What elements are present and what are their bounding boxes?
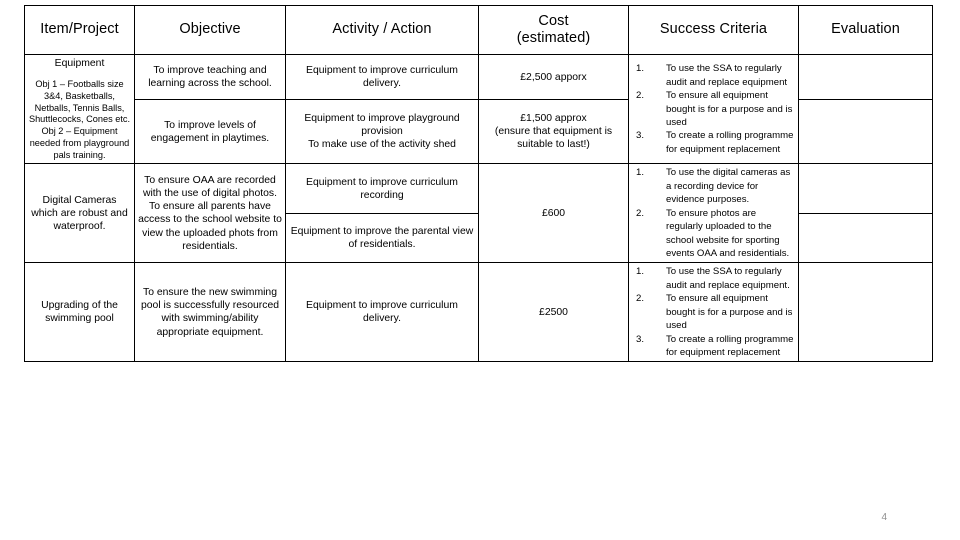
cell-objective-3: To ensure the new swimming pool is successfully resourced with swimming/ability appropriate equipment.	[135, 263, 286, 362]
criteria-item: To use the SSA to regularly audit and replace equipment	[666, 63, 788, 88]
cell-item-project-equipment	[25, 55, 135, 164]
cell-cost-2: £600	[479, 164, 629, 263]
cell-evaluation-1a	[799, 55, 933, 100]
item-detail: Obj 1 – Footballs size 3&4, Basketballs, Netballs, Tennis Balls, Shuttlecocks, Cones etc. Obj 2 – Equipment needed from playground pals training.	[28, 79, 131, 160]
cell-objective-2: To ensure OAA are recorded with the use of digital photos. To ensure all parents have access to the school website to view the uploaded phots from residentials.	[135, 164, 286, 263]
cell-objective-1b: To improve levels of engagement in playtimes.	[135, 100, 286, 164]
cell-activity-2b: Equipment to improve the parental view of residentials.	[286, 213, 479, 262]
criteria-item: To ensure all equipment bought is for a purpose and is used	[666, 90, 793, 128]
cell-success-criteria-2	[629, 164, 799, 263]
cell-activity-1b	[286, 100, 479, 164]
criteria-item: To create a rolling programme for equipment replacement	[666, 333, 794, 358]
activity-line-1: Equipment to improve playground provision	[304, 113, 460, 138]
cell-activity-2a: Equipment to improve curriculum recording	[286, 164, 479, 213]
criteria-list	[632, 166, 795, 260]
criteria-item: To use the SSA to regularly audit and replace equipment.	[666, 266, 790, 291]
column-header-evaluation: Evaluation	[799, 6, 933, 55]
column-header-cost-line2: (estimated)	[516, 30, 591, 46]
criteria-list	[632, 265, 795, 359]
cell-objective-1a: To improve teaching and learning across the school.	[135, 55, 286, 100]
header-row	[25, 6, 933, 55]
criteria-list	[632, 62, 795, 156]
column-header-objective: Objective	[135, 6, 286, 55]
table-row	[25, 55, 933, 100]
cell-evaluation-2b	[799, 213, 933, 262]
cell-item-project-swimming-pool: Upgrading of the swimming pool	[25, 263, 135, 362]
criteria-item: To ensure photos are regularly uploaded to the school website for sporting events OAA and residentials.	[666, 207, 790, 259]
cell-success-criteria-1	[629, 55, 799, 164]
cell-success-criteria-3	[629, 263, 799, 362]
sports-premium-plan-table	[24, 5, 933, 362]
cost-amount: £1,500 approx	[520, 113, 587, 125]
criteria-item: To use the digital cameras as a recording device for evidence purposes.	[666, 167, 791, 206]
page-number: 4	[881, 512, 887, 523]
table-row	[25, 263, 933, 362]
cell-activity-3: Equipment to improve curriculum delivery.	[286, 263, 479, 362]
cell-cost-1a: £2,500 apporx	[479, 55, 629, 100]
criteria-item: To ensure all equipment bought is for a purpose and is used	[666, 293, 793, 332]
table-row	[25, 164, 933, 213]
column-header-cost-estimated	[479, 6, 629, 55]
column-header-cost-line1: Cost	[538, 12, 569, 29]
column-header-item-project: Item/Project	[25, 6, 135, 55]
cost-note: (ensure that equipment is suitable to last!)	[494, 126, 613, 151]
cell-evaluation-3	[799, 263, 933, 362]
cell-evaluation-2a	[799, 164, 933, 213]
cell-cost-3: £2500	[479, 263, 629, 362]
criteria-item: To create a rolling programme for equipment replacement	[666, 130, 794, 155]
cell-activity-1a: Equipment to improve curriculum delivery.	[286, 55, 479, 100]
table-body	[25, 55, 933, 362]
item-title: Equipment	[54, 58, 105, 69]
cell-evaluation-1b	[799, 100, 933, 164]
column-header-activity-action: Activity / Action	[286, 6, 479, 55]
column-header-success-criteria: Success Criteria	[629, 6, 799, 55]
table-header	[25, 6, 933, 55]
cell-cost-1b	[479, 100, 629, 164]
cell-item-project-digital-cameras: Digital Cameras which are robust and waterproof.	[25, 164, 135, 263]
activity-line-2: To make use of the activity shed	[308, 139, 456, 151]
